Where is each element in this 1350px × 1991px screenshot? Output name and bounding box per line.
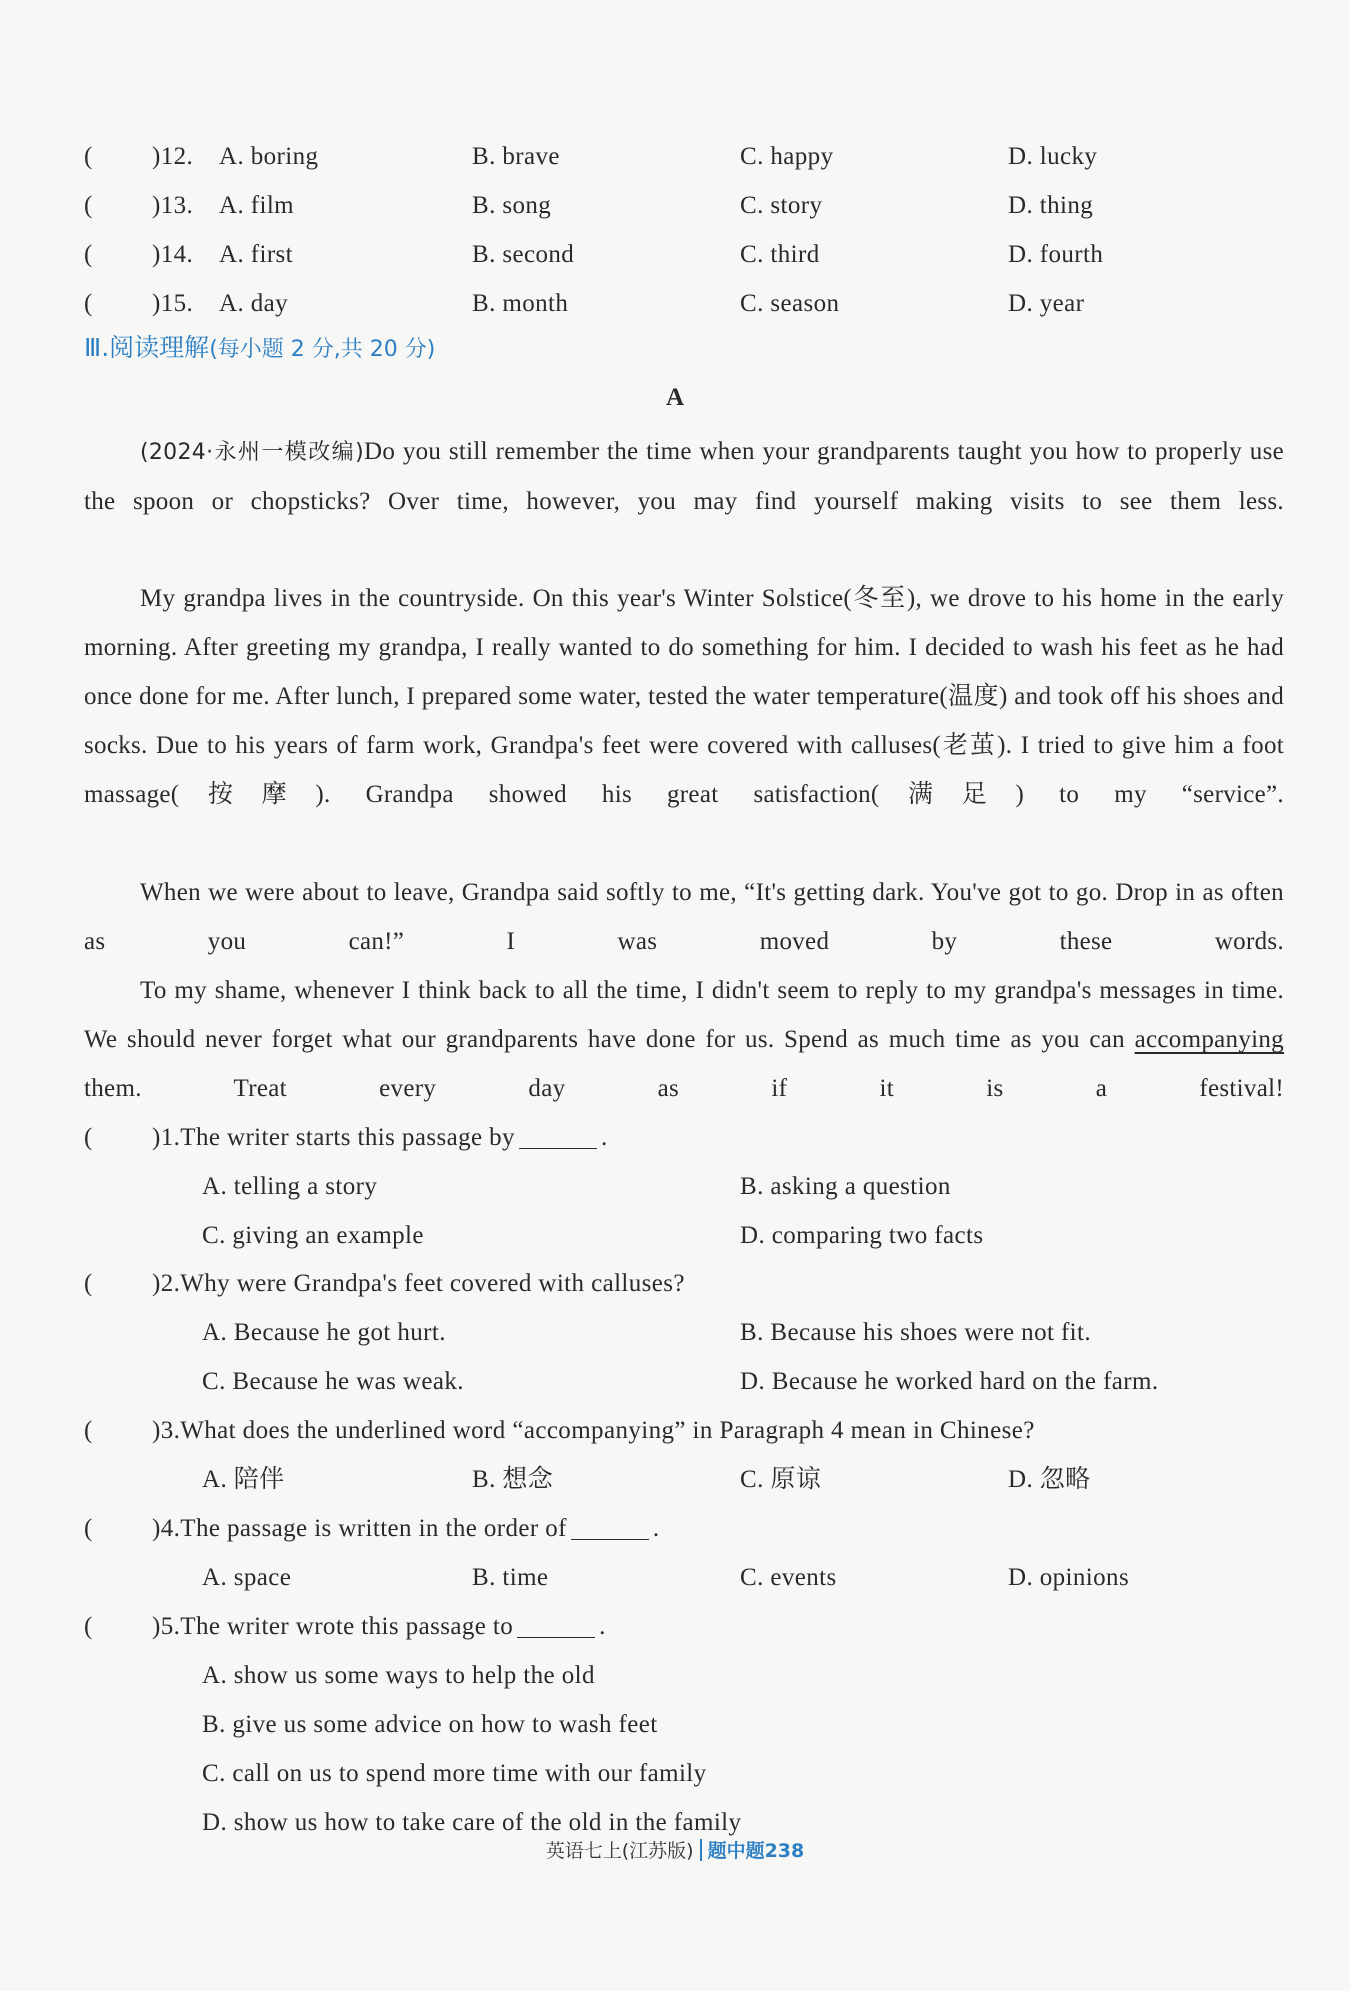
option-b: B. time — [472, 1564, 549, 1591]
section-title: Ⅲ.阅读理解 — [84, 333, 210, 362]
option-d: D. lucky — [1008, 143, 1098, 170]
option-a: A. show us some ways to help the old — [202, 1662, 595, 1689]
option-a: A. Because he got hurt. — [202, 1319, 446, 1346]
option-d: D. Because he worked hard on the farm. — [740, 1368, 1159, 1395]
paragraph-2: My grandpa lives in the countryside. On this year's Winter Solstice(冬至), we drove to his home in the early morning. After greeting my grandpa, I really wanted to do something for him. I decided to wash his feet as he had once done for me. After lunch, I prepared some water, tested the water temperature(温度) and took off his shoes and socks. Due to his years of farm work, Grandpa's feet were covered with calluses(老茧). I tried to give him a foot massage(按摩). Grandpa showed his great satisfaction(满足) to my “service”. — [84, 585, 1284, 808]
option-b: B. 想念 — [472, 1466, 554, 1493]
option-b: B. asking a question — [740, 1173, 951, 1200]
option-d: D. year — [1008, 290, 1085, 317]
option-b: B. give us some advice on how to wash feet — [202, 1711, 658, 1738]
option-b: B. second — [472, 241, 575, 268]
paragraph-3: When we were about to leave, Grandpa said softly to me, “It's getting dark. You've got to go. Drop in as often as you can!” I was moved by these words. — [84, 879, 1284, 955]
option-c: C. events — [740, 1564, 837, 1591]
option-d: D. opinions — [1008, 1564, 1130, 1591]
book-title: 英语七上(江苏版) — [545, 1840, 694, 1862]
page: ( )12. A. boring B. brave C. happy D. lucky ( )13. A. film B. song C. story D. thing ( )14. A. first B. second C. third D. fourth ( )15. A. day B. month C. season D. year Ⅲ.阅读理解(每小题 2 分,共 20 分) A (2024·永州一模改编)Do you still remember the time when your grandparents taught you how to properly use the spoon or chopsticks? Over time, however, you may find yourself making visits to see them less. My grandpa lives in the countryside. On this year's Winter Solstice(冬至), we drove to his home in the early morning. After greeting my grandpa, I really wanted to do something for him. I decided to wash his feet as he had once done for me. After lunch, I prepared some water, tested the water temperature(温度) and took off his shoes and socks. Due to his years of farm work, Grandpa's feet were covered with calluses(老茧). I tried to give him a foot massage(按摩). Grandpa showed his great satisfaction(满足) to my “service”. When we were about to leave, Grandpa said softly to me, “It's getting dark. You've got to go. Drop in as often as you can!” I was moved by these words. To my shame, whenever I think back to all the time, I didn't seem to reply to my grandpa's messages in time. We should never forget what our grandparents have done for us. Spend as much time as you can accompanying them. Treat every day as if it is a festival! ( )1.The writer starts this passage by . A. telling a story B. asking a question C. giving an example D. comparing two facts ( )2.Why were Grandpa's feet covered with calluses? A. Because he got hurt. B. Because his shoes were not fit. C. Because he was weak. D. Because he worked hard on the farm. ( )3.What does the underlined word “accompanying” in Paragraph 4 mean in Chinese? A. 陪伴 B. 想念 C. 原谅 D. 忽略 ( )4.The passage is written in the order of . A. space B. time C. events D. opinions ( )5.The writer wrote this passage to . A. show us some ways to help the old B. give us some advice on how to wash feet C. call on us to spend more time with our family D. show us how to take care of the old in the family 英语七上(江苏版) 题中题238 — [0, 0, 1350, 1991]
answer-blank — [517, 1612, 595, 1638]
option-a: A. boring — [219, 143, 319, 170]
option-d: D. 忽略 — [1008, 1466, 1091, 1493]
source-note: (2024·永州一模改编) — [140, 440, 364, 465]
option-d: D. thing — [1008, 192, 1094, 219]
option-c: C. 原谅 — [740, 1466, 822, 1493]
section-subtitle: (每小题 2 分,共 20 分) — [209, 337, 436, 362]
footer-label: 题中题 — [707, 1840, 765, 1862]
page-footer — [0, 1836, 1350, 1866]
option-a: A. film — [219, 192, 295, 219]
option-c: C. happy — [740, 143, 834, 170]
option-d: D. fourth — [1008, 241, 1104, 268]
option-c: C. season — [740, 290, 840, 317]
underlined-word: accompanying — [1134, 1026, 1284, 1053]
section-heading — [84, 328, 435, 370]
paragraph-4: To my shame, whenever I think back to all the time, I didn't seem to reply to my grandpa's messages in time. We should never forget what our grandparents have done for us. Spend as much time as you can accompanying them. Treat every day as if it is a festival! — [84, 977, 1284, 1102]
option-a: A. day — [219, 290, 289, 317]
page-number: 238 — [764, 1840, 805, 1862]
option-b: B. song — [472, 192, 552, 219]
option-c: C. giving an example — [202, 1222, 424, 1249]
option-d: D. comparing two facts — [740, 1222, 984, 1249]
option-a: A. first — [219, 241, 294, 268]
passage-label: A — [665, 384, 685, 411]
divider — [700, 1839, 702, 1861]
answer-blank — [519, 1123, 597, 1149]
option-c: C. call on us to spend more time with our family — [202, 1760, 707, 1787]
option-b: B. Because his shoes were not fit. — [740, 1319, 1092, 1346]
answer-blank — [571, 1514, 649, 1540]
paragraph-1: (2024·永州一模改编)Do you still remember the time when your grandparents taught you how to properly use the spoon or chopsticks? Over time, however, you may find yourself making visits to see them less. — [84, 438, 1284, 515]
option-a: A. space — [202, 1564, 292, 1591]
option-b: B. brave — [472, 143, 560, 170]
option-c: C. third — [740, 241, 820, 268]
option-c: C. story — [740, 192, 823, 219]
option-a: A. telling a story — [202, 1173, 378, 1200]
option-a: A. 陪伴 — [202, 1466, 285, 1493]
option-d: D. show us how to take care of the old in the family — [202, 1809, 742, 1836]
option-b: B. month — [472, 290, 569, 317]
option-c: C. Because he was weak. — [202, 1368, 464, 1395]
